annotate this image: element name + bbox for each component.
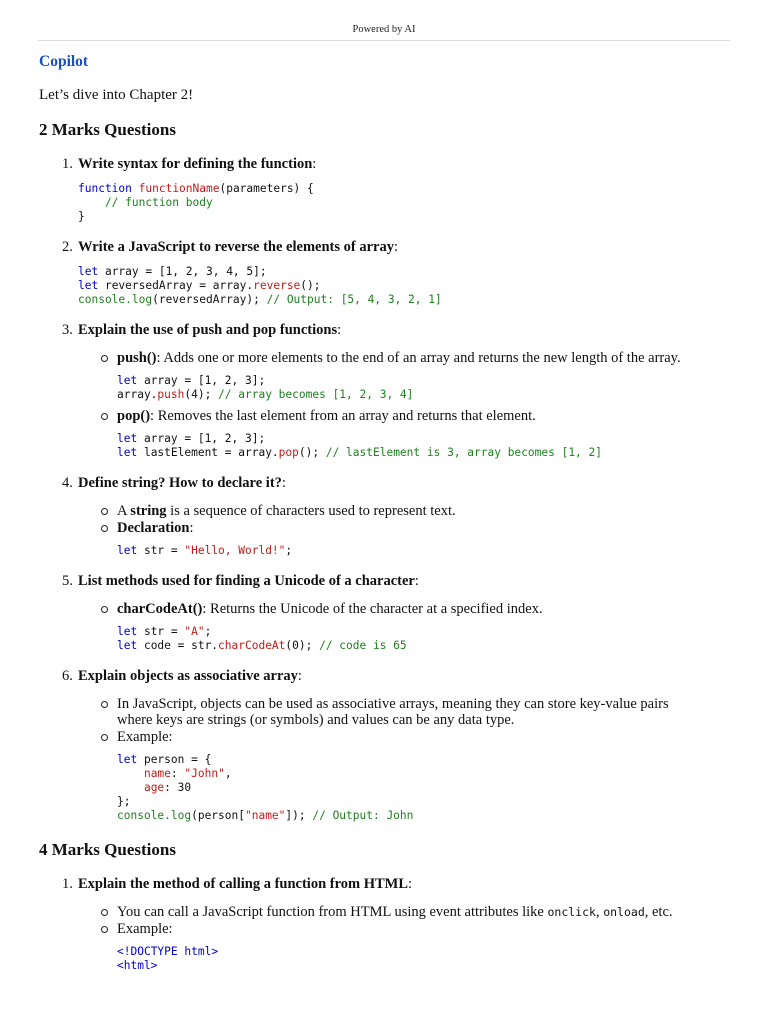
code-comment: // function body — [78, 196, 213, 209]
code-keyword: let — [117, 432, 138, 445]
code-comment: // Output: John — [312, 809, 414, 822]
bullet-bold: string — [130, 503, 167, 519]
code-text: ]); — [285, 809, 313, 822]
bullet-text: You can call a JavaScript function from HTML using event attributes like — [117, 904, 548, 920]
bullet-icon — [101, 909, 108, 916]
code-function: charCodeAt — [218, 639, 286, 652]
code-block — [117, 432, 731, 460]
code-text: (); — [300, 279, 321, 292]
code-text: (); — [298, 446, 326, 459]
question-suffix: : — [414, 573, 419, 589]
section-4-marks-title: 4 Marks Questions — [39, 840, 176, 859]
code-function: functionName — [138, 182, 220, 195]
code-text: lastElement = array. — [137, 446, 279, 459]
question-number: 2. — [62, 239, 73, 255]
code-block — [117, 544, 731, 558]
code-text: : 30 — [164, 781, 192, 794]
bullet-text: is a sequence of characters used to represent text. — [166, 503, 456, 519]
code-property: name — [143, 767, 171, 780]
code-keyword: let — [117, 639, 138, 652]
bullet-text: Example: — [117, 729, 173, 745]
code-wrapper — [78, 432, 731, 460]
bullet-text: : Returns the Unicode of the character at a specified index. — [202, 601, 543, 617]
question-title — [62, 874, 731, 894]
question-suffix: : — [337, 322, 342, 338]
code-block — [78, 182, 731, 224]
code-comment: // lastElement is 3, array becomes [1, 2] — [325, 446, 602, 459]
question-title — [62, 571, 731, 591]
question-text: Explain the use of push and pop functions — [78, 322, 338, 338]
code-tag: > — [211, 945, 219, 958]
code-wrapper — [78, 625, 731, 653]
bullet-bold: pop() — [117, 408, 151, 424]
code-keyword: let — [117, 374, 138, 387]
bullet-bold: charCodeAt() — [117, 601, 203, 617]
inline-code: onload — [603, 905, 645, 919]
question-number: 3. — [62, 322, 73, 338]
bullet-text: where keys are strings (or symbols) and values can be any data type. — [117, 712, 515, 728]
question-title — [62, 666, 731, 686]
question-item — [39, 874, 731, 973]
bullet-text: In JavaScript, objects can be used as associative arrays, meaning they can store key-value pairs — [117, 696, 669, 712]
bullet-item — [39, 601, 731, 617]
question-item — [39, 571, 731, 653]
question-number: 6. — [62, 668, 73, 684]
bullet-text: : — [189, 520, 194, 536]
code-comment: // Output: [5, 4, 3, 2, 1] — [266, 293, 442, 306]
question-item — [39, 666, 731, 823]
question-item — [39, 473, 731, 558]
code-string: "A" — [184, 625, 205, 638]
bullet-item — [39, 503, 731, 519]
page-header: Powered by AI — [352, 24, 416, 35]
inline-code: onclick — [547, 905, 596, 919]
question-title — [62, 473, 731, 493]
code-text: array = [1, 2, 3]; — [137, 374, 266, 387]
question-text: Explain the method of calling a function from HTML — [78, 876, 409, 892]
bullet-icon — [101, 606, 108, 613]
code-string: "John" — [184, 767, 225, 780]
code-text: str = — [137, 625, 185, 638]
code-text: ; — [285, 544, 293, 557]
code-text: reversedArray = array. — [98, 279, 254, 292]
bullet-item — [39, 350, 731, 366]
code-text: (parameters) { — [219, 182, 314, 195]
code-block — [117, 753, 731, 823]
code-text: code = str. — [137, 639, 219, 652]
question-item — [39, 154, 731, 224]
code-keyword: let — [117, 544, 138, 557]
question-title — [62, 154, 731, 174]
bullet-text: : Adds one or more elements to the end of an array and returns the new length of the array. — [156, 350, 681, 366]
code-text: ; — [204, 625, 212, 638]
bullet-list — [39, 408, 731, 424]
code-tag: html — [184, 945, 212, 958]
code-text: }; — [117, 795, 131, 808]
question-suffix: : — [393, 239, 398, 255]
questions-2-marks — [39, 154, 731, 823]
code-text: } — [78, 210, 85, 223]
code-block — [117, 945, 731, 973]
bullet-list — [39, 696, 731, 745]
bullet-text: Example: — [117, 921, 173, 937]
code-comment: // array becomes [1, 2, 3, 4] — [218, 388, 414, 401]
code-text: array = [1, 2, 3]; — [137, 432, 266, 445]
code-keyword: let — [117, 446, 138, 459]
code-property: age — [143, 781, 165, 794]
code-text: (reversedArray); — [152, 293, 267, 306]
code-wrapper — [78, 945, 731, 973]
code-function: console.log — [117, 809, 192, 822]
code-text: array = [1, 2, 3, 4, 5]; — [98, 265, 267, 278]
bullet-list — [39, 601, 731, 617]
question-item — [39, 237, 731, 307]
question-number: 4. — [62, 475, 73, 491]
code-function: reverse — [253, 279, 301, 292]
bullet-bold: Declaration — [117, 520, 190, 536]
question-text: Write syntax for defining the function — [78, 156, 313, 172]
question-text: List methods used for finding a Unicode of a character — [78, 573, 415, 589]
code-function: push — [157, 388, 185, 401]
bullet-item — [39, 904, 731, 920]
code-keyword: DOCTYPE — [130, 945, 178, 958]
code-text: , — [224, 767, 232, 780]
bullet-text: A — [117, 503, 131, 519]
bullet-bold: push() — [117, 350, 157, 366]
intro-text: Let’s dive into Chapter 2! — [39, 87, 194, 103]
bullet-item — [39, 696, 731, 728]
code-text: (4); — [184, 388, 219, 401]
bullet-text: , — [595, 904, 604, 920]
code-text: (person[ — [191, 809, 245, 822]
question-number: 5. — [62, 573, 73, 589]
code-wrapper — [78, 374, 731, 402]
bullet-list — [39, 350, 731, 366]
bullet-list — [39, 904, 731, 937]
code-keyword: let — [78, 279, 99, 292]
question-item — [39, 320, 731, 460]
question-number: 1. — [62, 876, 73, 892]
code-function: pop — [278, 446, 299, 459]
question-title — [62, 237, 731, 257]
question-suffix: : — [312, 156, 317, 172]
code-block — [117, 625, 731, 653]
code-text: array. — [117, 388, 158, 401]
section-2-marks-title: 2 Marks Questions — [39, 120, 176, 139]
code-text: person = { — [137, 753, 212, 766]
bullet-item — [39, 520, 731, 536]
bullet-icon — [101, 701, 108, 708]
bullet-icon — [101, 525, 108, 532]
code-string: "Hello, World!" — [184, 544, 286, 557]
code-tag: <! — [117, 945, 131, 958]
bullet-icon — [101, 734, 108, 741]
code-text: : — [170, 767, 185, 780]
code-string: "name" — [244, 809, 286, 822]
question-text: Explain objects as associative array — [78, 668, 298, 684]
bullet-icon — [101, 413, 108, 420]
question-suffix: : — [408, 876, 413, 892]
header-divider — [38, 40, 730, 41]
brand-title: Copilot — [39, 53, 89, 70]
question-suffix: : — [297, 668, 302, 684]
code-wrapper — [78, 753, 731, 823]
question-suffix: : — [281, 475, 286, 491]
question-number: 1. — [62, 156, 73, 172]
bullet-icon — [101, 355, 108, 362]
document-body — [39, 52, 731, 979]
code-text: (0); — [285, 639, 320, 652]
code-keyword: let — [117, 625, 138, 638]
code-block — [117, 374, 731, 402]
question-text: Define string? How to declare it? — [78, 475, 282, 491]
code-text: str = — [137, 544, 185, 557]
code-tag: <html> — [117, 959, 158, 972]
questions-4-marks — [39, 874, 731, 973]
code-wrapper — [78, 544, 731, 558]
bullet-item — [39, 729, 731, 745]
bullet-list — [39, 503, 731, 536]
question-title — [62, 320, 731, 340]
code-comment: // code is 65 — [319, 639, 407, 652]
code-function: console.log — [78, 293, 153, 306]
code-keyword: function — [78, 182, 132, 195]
bullet-item — [39, 921, 731, 937]
bullet-text: : Removes the last element from an array and returns that element. — [150, 408, 536, 424]
code-indent — [117, 781, 144, 794]
bullet-icon — [101, 926, 108, 933]
code-keyword: let — [117, 753, 138, 766]
code-indent — [117, 767, 144, 780]
bullet-text: , etc. — [644, 904, 673, 920]
question-text: Write a JavaScript to reverse the elements of array — [78, 239, 394, 255]
code-block — [78, 265, 731, 307]
bullet-item — [39, 408, 731, 424]
bullet-icon — [101, 508, 108, 515]
code-keyword: let — [78, 265, 99, 278]
